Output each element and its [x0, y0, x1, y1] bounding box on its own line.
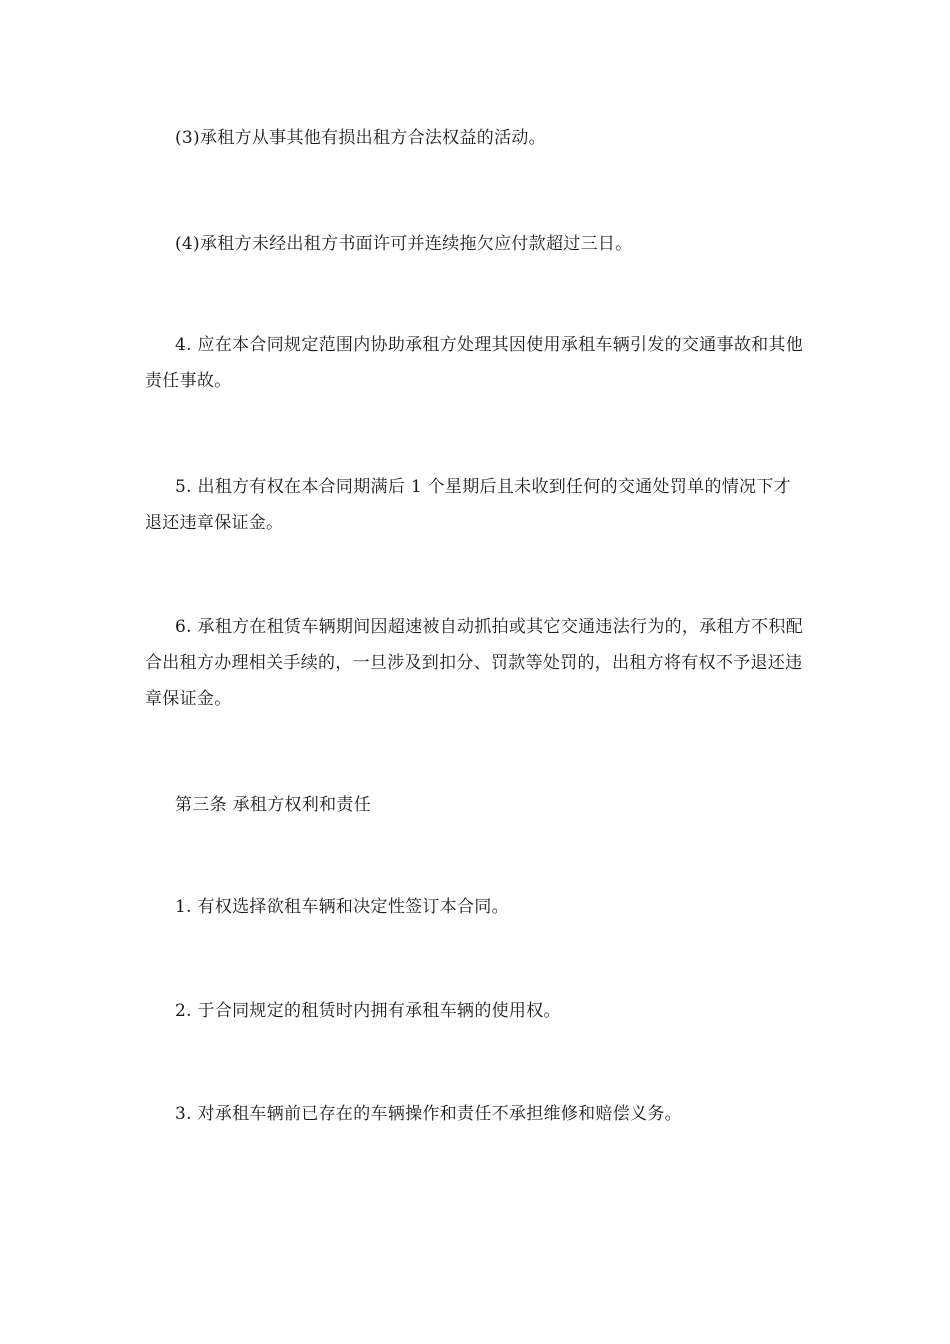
lessor-clause-6: 6. 承租方在租赁车辆期间因超速被自动抓拍或其它交通违法行为的，承租方不积配合出租方办理相关手续的，一旦涉及到扣分、罚款等处罚的，出租方将有权不予退还违章保证金。	[145, 617, 804, 709]
article-three-heading: 第三条 承租方权利和责任	[175, 795, 372, 815]
lessee-clause-1: 1. 有权选择欲租车辆和决定性签订本合同。	[175, 897, 509, 917]
lessor-clause-4: 4. 应在本合同规定范围内协助承租方处理其因使用承租车辆引发的交通事故和其他责任事故。	[145, 335, 804, 391]
lessee-clause-3: 3. 对承租车辆前已存在的车辆操作和责任不承担维修和赔偿义务。	[175, 1104, 682, 1124]
clause-item-3-sub: (3)承租方从事其他有损出租方合法权益的活动。	[175, 128, 546, 148]
lessee-clause-2: 2. 于合同规定的租赁时内拥有承租车辆的使用权。	[175, 1001, 561, 1021]
clause-item-4-sub: (4)承租方未经出租方书面许可并连续拖欠应付款超过三日。	[175, 234, 633, 254]
lessor-clause-5: 5. 出租方有权在本合同期满后 1 个星期后且未收到任何的交通处罚单的情况下才退还违章保证金。	[145, 477, 791, 533]
